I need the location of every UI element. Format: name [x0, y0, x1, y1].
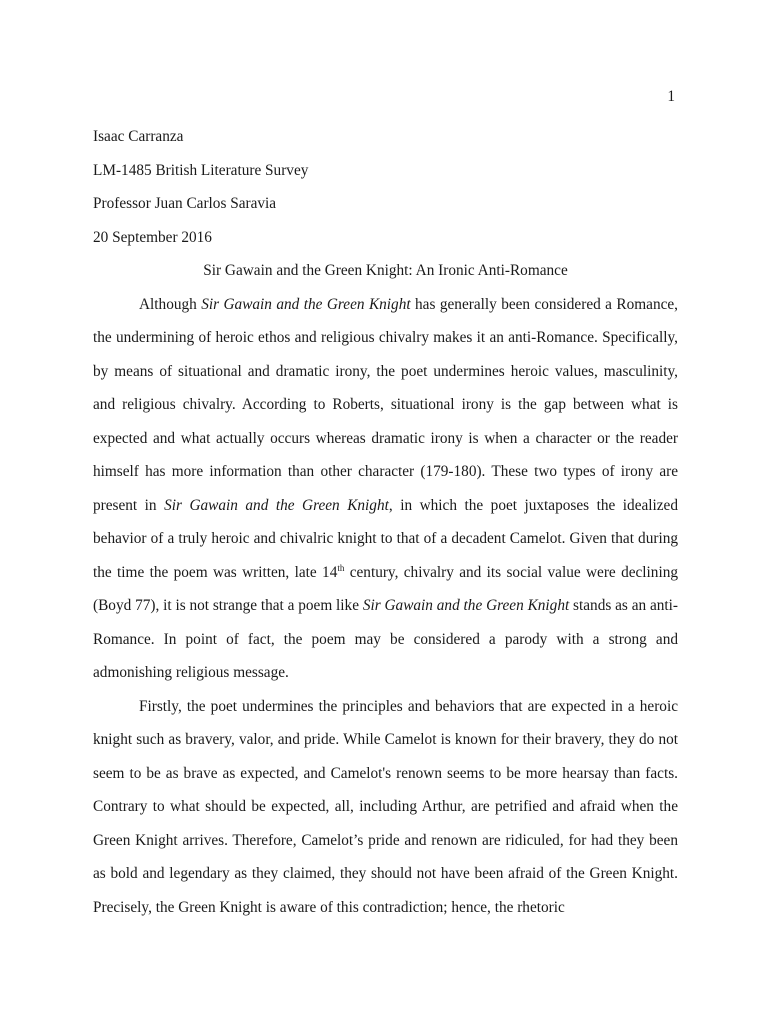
paragraph-1-text-4: century, chivalry and its social value were declining (Boyd 77), it is not strange that a poem like [93, 563, 678, 614]
course-name: LM-1485 British Literature Survey [93, 161, 309, 179]
paragraph-1-text-1: Although [139, 295, 202, 313]
paragraph-1-italic-title-3: Sir Gawain and the Green Knight [362, 597, 570, 614]
paragraph-1-text-5: stands as an anti-Romance. In point of fact, the poem may be considered a parody with a strong and admonishing religious message. [93, 597, 678, 681]
paragraph-1-text-2: has generally been considered a Romance, the undermining of heroic ethos and religious chivalry makes it an anti-Romance. Specifically, by means of situational and dramatic irony, the poet undermines heroic values, masculinity, and religious chivalry. According to Roberts, situational irony is the gap between what is expected and what actually occurs whereas dramatic irony is when a character or the reader himself has more information than other character (179-180). These two types of irony are present in [93, 295, 678, 514]
paragraph-1 [93, 288, 678, 690]
paragraph-1-italic-title-1: Sir Gawain and the Green Knight [201, 295, 411, 313]
document-title: Sir Gawain and the Green Knight: An Ironic Anti-Romance [203, 262, 568, 279]
submission-date: 20 September 2016 [93, 228, 212, 246]
author-name: Isaac Carranza [93, 128, 184, 145]
page-number: 1 [667, 88, 675, 105]
paragraph-2: Firstly, the poet undermines the principles and behaviors that are expected in a heroic knight such as bravery, valor, and pride. While Camelot is known for their bravery, they do not seem to be as brave as expected, and Camelot's renown seems to be more hearsay than facts. Contrary to what should be expected, all, including Arthur, are petrified and afraid when the Green Knight arrives. Therefore, Camelot’s pride and renown are ridiculed, for had they been as bold and legendary as they claimed, they should not have been afraid of the Green Knight. Precisely, the Green Knight is aware of this contradiction; hence, the rhetoric [93, 697, 678, 916]
document-body [93, 120, 678, 924]
professor-name: Professor Juan Carlos Saravia [93, 195, 277, 212]
paragraph-1-italic-title-2: Sir Gawain and the Green Knight [164, 496, 389, 514]
ordinal-superscript: th [337, 562, 345, 573]
paragraph-1-text-3: , in which the poet juxtaposes the idealized behavior of a truly heroic and chivalric knight to that of a decadent Camelot. Given that during the time the poem was written, late 14 [93, 496, 678, 581]
